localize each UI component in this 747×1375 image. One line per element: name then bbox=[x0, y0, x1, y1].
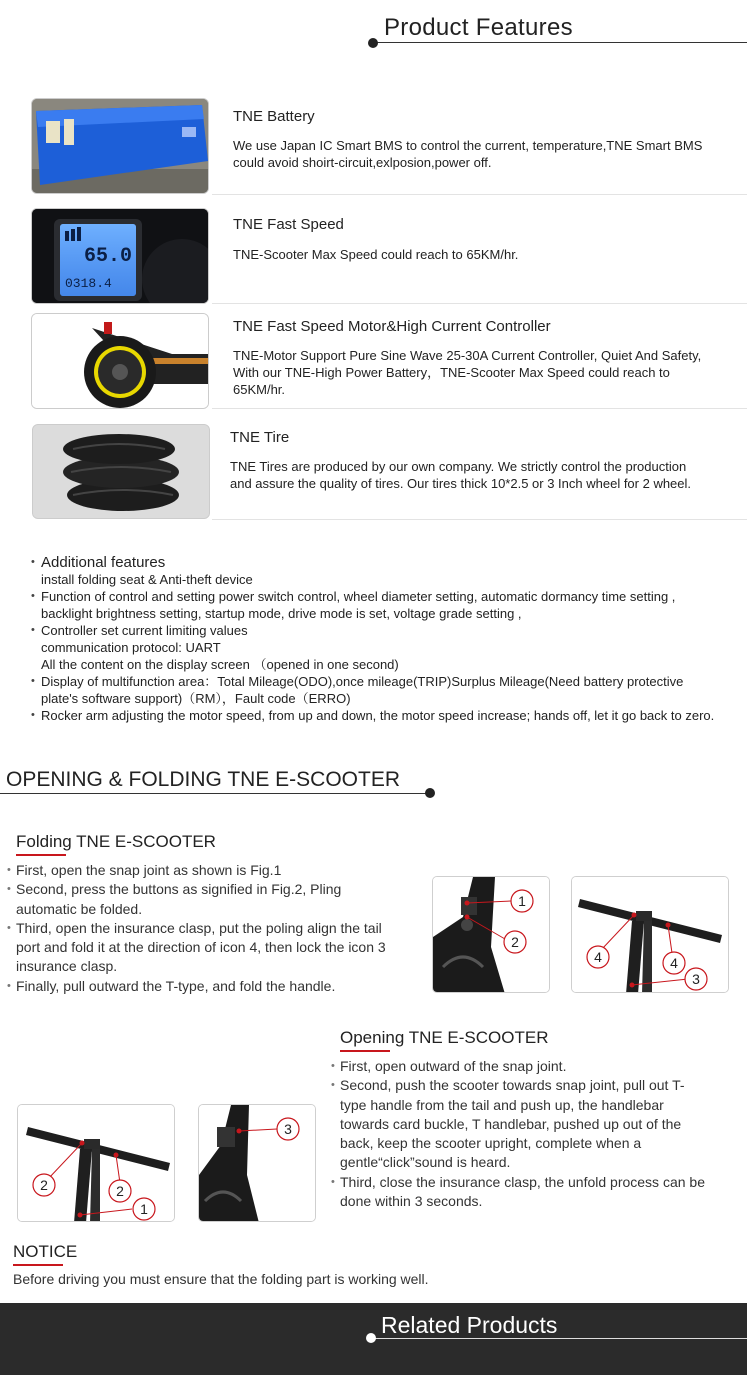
folding-fig2-image bbox=[571, 876, 729, 993]
display-image bbox=[31, 208, 209, 304]
folding-step bbox=[7, 919, 402, 977]
feature-divider bbox=[212, 303, 747, 304]
opening-step bbox=[331, 1076, 701, 1172]
related-products-title: Related Products bbox=[381, 1312, 558, 1338]
opening-folding-title: OPENING & FOLDING TNE E-SCOOTER bbox=[6, 768, 400, 791]
bullet-additional-head: Additional features bbox=[41, 554, 166, 571]
folding-fig1-image bbox=[432, 876, 550, 993]
fig1-label-1: 1 bbox=[518, 893, 526, 909]
additional-features-list bbox=[31, 554, 721, 724]
odometer-readout: 0318.4 bbox=[65, 276, 112, 291]
folding-step-text: First, open the snap joint as shown is Fig.1 bbox=[16, 862, 282, 878]
notice-title-underline bbox=[13, 1264, 63, 1266]
feature-title-battery: TNE Battery bbox=[233, 108, 315, 125]
opening-fig1-image bbox=[17, 1104, 175, 1222]
opening-steps bbox=[331, 1057, 716, 1211]
opening-step bbox=[331, 1173, 716, 1212]
opening-title-underline bbox=[340, 1050, 390, 1052]
speed-readout: 65.0 bbox=[84, 245, 133, 268]
product-features-dot bbox=[368, 38, 378, 48]
bullet-rocker bbox=[31, 707, 721, 724]
folding-step bbox=[7, 880, 367, 919]
opening-folding-dot bbox=[425, 788, 435, 798]
feature-divider bbox=[212, 194, 747, 195]
related-products-rule bbox=[372, 1338, 747, 1339]
bullet-additional bbox=[31, 554, 721, 588]
feature-title-tire: TNE Tire bbox=[230, 429, 290, 446]
folding-step-text: Finally, pull outward the T-type, and fold the handle. bbox=[16, 977, 336, 994]
fig3-label-2b: 2 bbox=[116, 1183, 124, 1199]
fig1-label-2: 2 bbox=[511, 934, 519, 950]
folding-step bbox=[7, 861, 407, 880]
opening-step-text: Third, close the insurance clasp, the unfold process can be done within 3 seconds. bbox=[340, 1173, 705, 1210]
product-features-rule bbox=[374, 42, 747, 43]
opening-step-text: First, open outward of the snap joint. bbox=[340, 1058, 567, 1074]
tire-image bbox=[32, 424, 210, 519]
folding-step-text: Third, open the insurance clasp, put the poling align the tail port and fold it at the direction of icon 4, then lock the icon 3 insurance clasp. bbox=[16, 919, 386, 975]
fig2-label-3: 3 bbox=[692, 971, 700, 987]
fig3-label-1: 1 bbox=[140, 1201, 148, 1217]
folding-steps bbox=[7, 861, 407, 996]
bullet-controller bbox=[31, 622, 721, 673]
fig3-label-2a: 2 bbox=[40, 1177, 48, 1193]
bullet-function-text: Function of control and setting power switch control, wheel diameter setting, automatic dormancy time setting , backlight brightness setting, startup mode, drive mode is set, voltage grade setting , bbox=[41, 589, 676, 621]
folding-title: Folding TNE E-SCOOTER bbox=[16, 832, 216, 851]
notice-title: NOTICE bbox=[13, 1242, 78, 1261]
feature-desc-battery: We use Japan IC Smart BMS to control the current, temperature,TNE Smart BMS could avoid shoirt-circuit,exlposion,power off. bbox=[233, 138, 703, 170]
bullet-function bbox=[31, 588, 721, 622]
fig4-label-3: 3 bbox=[284, 1121, 292, 1137]
battery-image bbox=[31, 98, 209, 194]
opening-step bbox=[331, 1057, 716, 1076]
notice-text: Before driving you must ensure that the folding part is working well. bbox=[13, 1271, 429, 1287]
fig2-label-4b: 4 bbox=[670, 955, 678, 971]
folding-title-underline bbox=[16, 854, 66, 856]
feature-title-speed: TNE Fast Speed bbox=[233, 216, 344, 233]
opening-folding-rule bbox=[0, 793, 430, 794]
related-products-dot bbox=[366, 1333, 376, 1343]
bullet-controller-line1: communication protocol: UART bbox=[41, 640, 221, 655]
opening-step-text: Second, push the scooter towards snap joint, pull out T-type handle from the tail and push up, the handlebar towards card buckle, T handlebar, pushed up out of the back, keep the scooter upright, complete when a gentle“click”sound is heard. bbox=[340, 1077, 685, 1171]
bullet-controller-head: Controller set current limiting values bbox=[41, 623, 248, 638]
feature-title-motor: TNE Fast Speed Motor&High Current Controller bbox=[233, 318, 551, 335]
motor-image bbox=[31, 313, 209, 409]
opening-title: Opening TNE E-SCOOTER bbox=[340, 1028, 549, 1047]
feature-desc-tire: TNE Tires are produced by our own company. We strictly control the production and assure the quality of tires. Our tires thick 10*2.5 or 3 Inch wheel for 2 wheel. bbox=[230, 459, 692, 491]
fig2-label-4a: 4 bbox=[594, 949, 602, 965]
feature-desc-speed: TNE-Scooter Max Speed could reach to 65KM/hr. bbox=[233, 247, 519, 262]
bullet-display bbox=[31, 673, 721, 707]
folding-step-text: Second, press the buttons as signified in Fig.2, Pling automatic be folded. bbox=[16, 881, 342, 917]
bullet-controller-line2: All the content on the display screen （opened in one second) bbox=[41, 657, 399, 672]
folding-step bbox=[7, 977, 407, 996]
bullet-rocker-text: Rocker arm adjusting the motor speed, from up and down, the motor speed increase; hands off, let it go back to zero. bbox=[41, 708, 715, 723]
bullet-additional-line: install folding seat & Anti-theft device bbox=[41, 572, 253, 587]
product-features-title: Product Features bbox=[384, 14, 573, 41]
related-products-bar bbox=[0, 1303, 747, 1375]
opening-fig2-image bbox=[198, 1104, 316, 1222]
feature-desc-motor: TNE-Motor Support Pure Sine Wave 25-30A Current Controller, Quiet And Safety, With our TNE-High Power Battery，TNE-Scooter Max Speed could reach to 65KM/hr. bbox=[233, 348, 702, 397]
bullet-display-text: Display of multifunction area：Total Mileage(ODO),once mileage(TRIP)Surplus Mileage(Need battery protective plate's software support)（RM），Fault code（ERRO) bbox=[41, 674, 684, 706]
feature-divider bbox=[212, 408, 747, 409]
feature-divider bbox=[212, 519, 747, 520]
